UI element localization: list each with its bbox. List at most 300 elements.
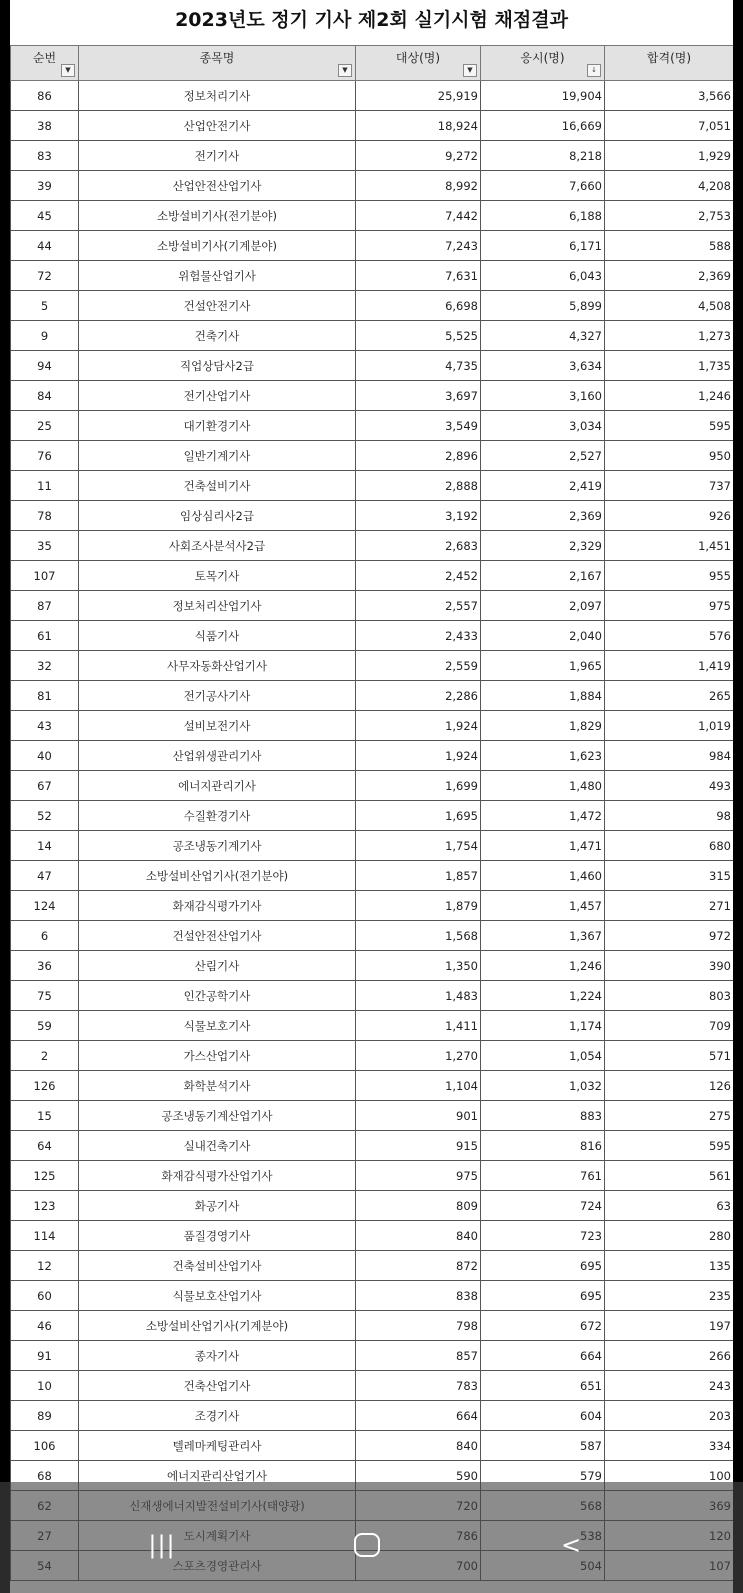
table-row[interactable] bbox=[11, 291, 734, 321]
table-row[interactable] bbox=[11, 951, 734, 981]
cell-target[interactable]: 590 bbox=[356, 1461, 481, 1491]
cell-name[interactable]: 대기환경기사 bbox=[79, 411, 356, 441]
cell-no[interactable]: 84 bbox=[11, 381, 79, 411]
cell-target[interactable]: 2,896 bbox=[356, 441, 481, 471]
cell-target[interactable]: 1,350 bbox=[356, 951, 481, 981]
cell-no[interactable]: 126 bbox=[11, 1071, 79, 1101]
table-row[interactable] bbox=[11, 1341, 734, 1371]
cell-passed[interactable]: 595 bbox=[605, 411, 734, 441]
cell-passed[interactable]: 275 bbox=[605, 1101, 734, 1131]
cell-name[interactable]: 에너지관리산업기사 bbox=[79, 1461, 356, 1491]
cell-applied[interactable]: 2,040 bbox=[481, 621, 605, 651]
table-row[interactable] bbox=[11, 531, 734, 561]
cell-no[interactable]: 40 bbox=[11, 741, 79, 771]
cell-applied[interactable]: 3,634 bbox=[481, 351, 605, 381]
cell-target[interactable]: 7,631 bbox=[356, 261, 481, 291]
cell-no[interactable]: 10 bbox=[11, 1371, 79, 1401]
cell-name[interactable]: 식품기사 bbox=[79, 621, 356, 651]
table-row[interactable] bbox=[11, 1251, 734, 1281]
cell-name[interactable]: 건설안전기사 bbox=[79, 291, 356, 321]
cell-passed[interactable]: 561 bbox=[605, 1161, 734, 1191]
cell-applied[interactable]: 1,246 bbox=[481, 951, 605, 981]
cell-name[interactable]: 화학분석기사 bbox=[79, 1071, 356, 1101]
cell-name[interactable]: 건설안전산업기사 bbox=[79, 921, 356, 951]
table-row[interactable] bbox=[11, 201, 734, 231]
cell-no[interactable]: 35 bbox=[11, 531, 79, 561]
cell-name[interactable]: 종자기사 bbox=[79, 1341, 356, 1371]
cell-passed[interactable]: 1,451 bbox=[605, 531, 734, 561]
cell-name[interactable]: 전기공사기사 bbox=[79, 681, 356, 711]
cell-name[interactable]: 토목기사 bbox=[79, 561, 356, 591]
cell-applied[interactable]: 695 bbox=[481, 1251, 605, 1281]
cell-no[interactable]: 106 bbox=[11, 1431, 79, 1461]
cell-no[interactable]: 124 bbox=[11, 891, 79, 921]
table-row[interactable] bbox=[11, 1311, 734, 1341]
cell-target[interactable]: 3,697 bbox=[356, 381, 481, 411]
cell-applied[interactable]: 2,369 bbox=[481, 501, 605, 531]
cell-no[interactable]: 44 bbox=[11, 231, 79, 261]
cell-no[interactable]: 78 bbox=[11, 501, 79, 531]
cell-no[interactable]: 47 bbox=[11, 861, 79, 891]
cell-passed[interactable]: 984 bbox=[605, 741, 734, 771]
table-row[interactable] bbox=[11, 711, 734, 741]
cell-name[interactable]: 식물보호기사 bbox=[79, 1011, 356, 1041]
cell-target[interactable]: 1,699 bbox=[356, 771, 481, 801]
cell-passed[interactable]: 1,735 bbox=[605, 351, 734, 381]
table-row[interactable] bbox=[11, 561, 734, 591]
table-row[interactable] bbox=[11, 981, 734, 1011]
cell-name[interactable]: 임상심리사2급 bbox=[79, 501, 356, 531]
cell-target[interactable]: 7,442 bbox=[356, 201, 481, 231]
cell-applied[interactable]: 1,471 bbox=[481, 831, 605, 861]
table-row[interactable] bbox=[11, 171, 734, 201]
cell-no[interactable]: 46 bbox=[11, 1311, 79, 1341]
cell-applied[interactable]: 1,367 bbox=[481, 921, 605, 951]
cell-name[interactable]: 품질경영기사 bbox=[79, 1221, 356, 1251]
cell-no[interactable]: 2 bbox=[11, 1041, 79, 1071]
cell-applied[interactable]: 4,327 bbox=[481, 321, 605, 351]
cell-name[interactable]: 위험물산업기사 bbox=[79, 261, 356, 291]
table-row[interactable] bbox=[11, 1281, 734, 1311]
table-row[interactable] bbox=[11, 81, 734, 111]
cell-passed[interactable]: 972 bbox=[605, 921, 734, 951]
cell-name[interactable]: 직업상담사2급 bbox=[79, 351, 356, 381]
cell-passed[interactable]: 709 bbox=[605, 1011, 734, 1041]
cell-name[interactable]: 산업안전산업기사 bbox=[79, 171, 356, 201]
home-icon[interactable] bbox=[353, 1532, 381, 1558]
column-header-passed[interactable] bbox=[605, 46, 734, 81]
cell-name[interactable]: 공조냉동기계산업기사 bbox=[79, 1101, 356, 1131]
cell-passed[interactable]: 1,246 bbox=[605, 381, 734, 411]
table-row[interactable] bbox=[11, 1191, 734, 1221]
cell-target[interactable]: 857 bbox=[356, 1341, 481, 1371]
cell-target[interactable]: 18,924 bbox=[356, 111, 481, 141]
sort-filter-icon[interactable]: ↓ bbox=[587, 64, 601, 77]
table-row[interactable] bbox=[11, 381, 734, 411]
cell-applied[interactable]: 695 bbox=[481, 1281, 605, 1311]
cell-passed[interactable]: 2,369 bbox=[605, 261, 734, 291]
cell-passed[interactable]: 803 bbox=[605, 981, 734, 1011]
cell-no[interactable]: 61 bbox=[11, 621, 79, 651]
table-row[interactable] bbox=[11, 1371, 734, 1401]
cell-applied[interactable]: 883 bbox=[481, 1101, 605, 1131]
cell-target[interactable]: 840 bbox=[356, 1431, 481, 1461]
results-table bbox=[10, 45, 733, 1581]
table-row[interactable] bbox=[11, 1041, 734, 1071]
cell-target[interactable]: 2,433 bbox=[356, 621, 481, 651]
cell-no[interactable]: 72 bbox=[11, 261, 79, 291]
cell-target[interactable]: 2,888 bbox=[356, 471, 481, 501]
table-row[interactable] bbox=[11, 471, 734, 501]
cell-no[interactable]: 114 bbox=[11, 1221, 79, 1251]
spreadsheet-view[interactable] bbox=[10, 0, 733, 1593]
cell-applied[interactable]: 2,097 bbox=[481, 591, 605, 621]
column-header-name[interactable] bbox=[79, 46, 356, 81]
cell-applied[interactable]: 6,043 bbox=[481, 261, 605, 291]
cell-name[interactable]: 인간공학기사 bbox=[79, 981, 356, 1011]
cell-applied[interactable]: 2,419 bbox=[481, 471, 605, 501]
dropdown-filter-icon[interactable]: ▼ bbox=[338, 64, 352, 77]
cell-name[interactable]: 건축기사 bbox=[79, 321, 356, 351]
cell-passed[interactable]: 1,019 bbox=[605, 711, 734, 741]
cell-target[interactable]: 9,272 bbox=[356, 141, 481, 171]
table-row[interactable] bbox=[11, 921, 734, 951]
cell-passed[interactable]: 100 bbox=[605, 1461, 734, 1491]
cell-no[interactable]: 75 bbox=[11, 981, 79, 1011]
cell-passed[interactable]: 98 bbox=[605, 801, 734, 831]
cell-no[interactable]: 86 bbox=[11, 81, 79, 111]
cell-target[interactable]: 872 bbox=[356, 1251, 481, 1281]
cell-name[interactable]: 식물보호산업기사 bbox=[79, 1281, 356, 1311]
cell-name[interactable]: 소방설비기사(기계분야) bbox=[79, 231, 356, 261]
cell-applied[interactable]: 5,899 bbox=[481, 291, 605, 321]
cell-target[interactable]: 25,919 bbox=[356, 81, 481, 111]
cell-no[interactable]: 36 bbox=[11, 951, 79, 981]
table-row[interactable] bbox=[11, 411, 734, 441]
table-body bbox=[11, 81, 734, 1581]
cell-applied[interactable]: 6,188 bbox=[481, 201, 605, 231]
cell-name[interactable]: 건축산업기사 bbox=[79, 1371, 356, 1401]
cell-passed[interactable]: 1,929 bbox=[605, 141, 734, 171]
cell-applied[interactable]: 1,460 bbox=[481, 861, 605, 891]
cell-name[interactable]: 소방설비산업기사(기계분야) bbox=[79, 1311, 356, 1341]
table-row[interactable] bbox=[11, 1431, 734, 1461]
cell-passed[interactable]: 595 bbox=[605, 1131, 734, 1161]
table-row[interactable] bbox=[11, 891, 734, 921]
table-row[interactable] bbox=[11, 1131, 734, 1161]
cell-no[interactable]: 12 bbox=[11, 1251, 79, 1281]
column-header-no[interactable] bbox=[11, 46, 79, 81]
cell-passed[interactable]: 203 bbox=[605, 1401, 734, 1431]
cell-target[interactable]: 4,735 bbox=[356, 351, 481, 381]
cell-applied[interactable]: 724 bbox=[481, 1191, 605, 1221]
table-row[interactable] bbox=[11, 141, 734, 171]
cell-target[interactable]: 1,411 bbox=[356, 1011, 481, 1041]
cell-passed[interactable]: 493 bbox=[605, 771, 734, 801]
cell-name[interactable]: 소방설비산업기사(전기분야) bbox=[79, 861, 356, 891]
cell-no[interactable]: 81 bbox=[11, 681, 79, 711]
cell-no[interactable]: 76 bbox=[11, 441, 79, 471]
cell-name[interactable]: 산업위생관리기사 bbox=[79, 741, 356, 771]
table-row[interactable] bbox=[11, 1401, 734, 1431]
cell-target[interactable]: 1,695 bbox=[356, 801, 481, 831]
cell-target[interactable]: 783 bbox=[356, 1371, 481, 1401]
table-row[interactable] bbox=[11, 831, 734, 861]
cell-passed[interactable]: 197 bbox=[605, 1311, 734, 1341]
cell-applied[interactable]: 2,527 bbox=[481, 441, 605, 471]
table-row[interactable] bbox=[11, 771, 734, 801]
cell-target[interactable]: 809 bbox=[356, 1191, 481, 1221]
cell-applied[interactable]: 3,034 bbox=[481, 411, 605, 441]
dropdown-filter-icon[interactable]: ▼ bbox=[61, 64, 75, 77]
cell-applied[interactable]: 579 bbox=[481, 1461, 605, 1491]
cell-name[interactable]: 사무자동화산업기사 bbox=[79, 651, 356, 681]
table-row[interactable] bbox=[11, 651, 734, 681]
table-row[interactable] bbox=[11, 111, 734, 141]
recent-apps-icon[interactable]: ||| bbox=[148, 1531, 176, 1559]
table-row[interactable] bbox=[11, 321, 734, 351]
cell-name[interactable]: 수질환경기사 bbox=[79, 801, 356, 831]
cell-passed[interactable]: 737 bbox=[605, 471, 734, 501]
cell-no[interactable]: 67 bbox=[11, 771, 79, 801]
cell-no[interactable]: 107 bbox=[11, 561, 79, 591]
cell-name[interactable]: 화공기사 bbox=[79, 1191, 356, 1221]
table-row[interactable] bbox=[11, 1101, 734, 1131]
header-row bbox=[11, 46, 734, 81]
cell-target[interactable]: 915 bbox=[356, 1131, 481, 1161]
cell-name[interactable]: 정보처리기사 bbox=[79, 81, 356, 111]
cell-no[interactable]: 9 bbox=[11, 321, 79, 351]
cell-no[interactable]: 5 bbox=[11, 291, 79, 321]
cell-passed[interactable]: 4,508 bbox=[605, 291, 734, 321]
cell-target[interactable]: 901 bbox=[356, 1101, 481, 1131]
cell-passed[interactable]: 4,208 bbox=[605, 171, 734, 201]
cell-passed[interactable]: 126 bbox=[605, 1071, 734, 1101]
cell-applied[interactable]: 8,218 bbox=[481, 141, 605, 171]
cell-applied[interactable]: 723 bbox=[481, 1221, 605, 1251]
cell-passed[interactable]: 135 bbox=[605, 1251, 734, 1281]
cell-passed[interactable]: 576 bbox=[605, 621, 734, 651]
column-header-label: 합격(명) bbox=[646, 51, 692, 65]
cell-applied[interactable]: 664 bbox=[481, 1341, 605, 1371]
cell-applied[interactable]: 761 bbox=[481, 1161, 605, 1191]
cell-target[interactable]: 1,270 bbox=[356, 1041, 481, 1071]
cell-target[interactable]: 1,879 bbox=[356, 891, 481, 921]
cell-passed[interactable]: 315 bbox=[605, 861, 734, 891]
sheet-title: 2023년도 정기 기사 제2회 실기시험 채점결과 bbox=[175, 9, 568, 31]
cell-passed[interactable]: 1,273 bbox=[605, 321, 734, 351]
cell-applied[interactable]: 1,457 bbox=[481, 891, 605, 921]
cell-name[interactable]: 일반기계기사 bbox=[79, 441, 356, 471]
cell-applied[interactable]: 816 bbox=[481, 1131, 605, 1161]
cell-passed[interactable]: 334 bbox=[605, 1431, 734, 1461]
table-row[interactable] bbox=[11, 351, 734, 381]
cell-no[interactable]: 87 bbox=[11, 591, 79, 621]
back-icon[interactable]: < bbox=[560, 1531, 582, 1559]
cell-passed[interactable]: 680 bbox=[605, 831, 734, 861]
cell-name[interactable]: 산림기사 bbox=[79, 951, 356, 981]
cell-passed[interactable]: 265 bbox=[605, 681, 734, 711]
cell-no[interactable]: 32 bbox=[11, 651, 79, 681]
cell-no[interactable]: 64 bbox=[11, 1131, 79, 1161]
cell-applied[interactable]: 1,965 bbox=[481, 651, 605, 681]
cell-target[interactable]: 1,924 bbox=[356, 711, 481, 741]
cell-passed[interactable]: 2,753 bbox=[605, 201, 734, 231]
cell-name[interactable]: 에너지관리기사 bbox=[79, 771, 356, 801]
cell-applied[interactable]: 16,669 bbox=[481, 111, 605, 141]
cell-passed[interactable]: 571 bbox=[605, 1041, 734, 1071]
cell-target[interactable]: 2,286 bbox=[356, 681, 481, 711]
cell-applied[interactable]: 1,623 bbox=[481, 741, 605, 771]
cell-name[interactable]: 정보처리산업기사 bbox=[79, 591, 356, 621]
table-row[interactable] bbox=[11, 261, 734, 291]
cell-target[interactable]: 2,683 bbox=[356, 531, 481, 561]
cell-name[interactable]: 화재감식평가산업기사 bbox=[79, 1161, 356, 1191]
cell-target[interactable]: 3,192 bbox=[356, 501, 481, 531]
cell-target[interactable]: 1,568 bbox=[356, 921, 481, 951]
cell-target[interactable]: 2,452 bbox=[356, 561, 481, 591]
cell-passed[interactable]: 926 bbox=[605, 501, 734, 531]
table-row[interactable] bbox=[11, 1011, 734, 1041]
cell-target[interactable]: 1,857 bbox=[356, 861, 481, 891]
cell-applied[interactable]: 604 bbox=[481, 1401, 605, 1431]
cell-no[interactable]: 45 bbox=[11, 201, 79, 231]
cell-applied[interactable]: 2,167 bbox=[481, 561, 605, 591]
cell-applied[interactable]: 672 bbox=[481, 1311, 605, 1341]
cell-target[interactable]: 3,549 bbox=[356, 411, 481, 441]
cell-passed[interactable]: 280 bbox=[605, 1221, 734, 1251]
cell-applied[interactable]: 1,829 bbox=[481, 711, 605, 741]
cell-target[interactable]: 2,559 bbox=[356, 651, 481, 681]
cell-target[interactable]: 664 bbox=[356, 1401, 481, 1431]
cell-no[interactable]: 6 bbox=[11, 921, 79, 951]
cell-passed[interactable]: 271 bbox=[605, 891, 734, 921]
cell-applied[interactable]: 651 bbox=[481, 1371, 605, 1401]
table-row[interactable] bbox=[11, 1221, 734, 1251]
column-header-applied[interactable] bbox=[481, 46, 605, 81]
cell-name[interactable]: 가스산업기사 bbox=[79, 1041, 356, 1071]
cell-applied[interactable]: 1,472 bbox=[481, 801, 605, 831]
cell-no[interactable]: 25 bbox=[11, 411, 79, 441]
cell-no[interactable]: 125 bbox=[11, 1161, 79, 1191]
cell-passed[interactable]: 235 bbox=[605, 1281, 734, 1311]
cell-applied[interactable]: 1,884 bbox=[481, 681, 605, 711]
cell-no[interactable]: 39 bbox=[11, 171, 79, 201]
dropdown-filter-icon[interactable]: ▼ bbox=[463, 64, 477, 77]
cell-target[interactable]: 1,754 bbox=[356, 831, 481, 861]
cell-passed[interactable]: 950 bbox=[605, 441, 734, 471]
cell-target[interactable]: 838 bbox=[356, 1281, 481, 1311]
cell-no[interactable]: 52 bbox=[11, 801, 79, 831]
cell-target[interactable]: 1,483 bbox=[356, 981, 481, 1011]
table-row[interactable] bbox=[11, 621, 734, 651]
cell-passed[interactable]: 63 bbox=[605, 1191, 734, 1221]
cell-name[interactable]: 실내건축기사 bbox=[79, 1131, 356, 1161]
cell-target[interactable]: 975 bbox=[356, 1161, 481, 1191]
cell-no[interactable]: 91 bbox=[11, 1341, 79, 1371]
cell-no[interactable]: 59 bbox=[11, 1011, 79, 1041]
cell-applied[interactable]: 7,660 bbox=[481, 171, 605, 201]
column-header-target[interactable] bbox=[356, 46, 481, 81]
cell-target[interactable]: 5,525 bbox=[356, 321, 481, 351]
cell-no[interactable]: 11 bbox=[11, 471, 79, 501]
cell-no[interactable]: 68 bbox=[11, 1461, 79, 1491]
cell-name[interactable]: 전기기사 bbox=[79, 141, 356, 171]
cell-name[interactable]: 산업안전기사 bbox=[79, 111, 356, 141]
cell-no[interactable]: 15 bbox=[11, 1101, 79, 1131]
cell-target[interactable]: 1,104 bbox=[356, 1071, 481, 1101]
cell-target[interactable]: 7,243 bbox=[356, 231, 481, 261]
table-row[interactable] bbox=[11, 1071, 734, 1101]
cell-passed[interactable]: 7,051 bbox=[605, 111, 734, 141]
cell-passed[interactable]: 390 bbox=[605, 951, 734, 981]
cell-no[interactable]: 94 bbox=[11, 351, 79, 381]
cell-no[interactable]: 38 bbox=[11, 111, 79, 141]
table-row[interactable] bbox=[11, 801, 734, 831]
table-row[interactable] bbox=[11, 741, 734, 771]
table-row[interactable] bbox=[11, 231, 734, 261]
cell-no[interactable]: 83 bbox=[11, 141, 79, 171]
cell-target[interactable]: 798 bbox=[356, 1311, 481, 1341]
cell-name[interactable]: 소방설비기사(전기분야) bbox=[79, 201, 356, 231]
cell-name[interactable]: 화재감식평가기사 bbox=[79, 891, 356, 921]
cell-passed[interactable]: 266 bbox=[605, 1341, 734, 1371]
cell-passed[interactable]: 975 bbox=[605, 591, 734, 621]
cell-applied[interactable]: 2,329 bbox=[481, 531, 605, 561]
cell-passed[interactable]: 1,419 bbox=[605, 651, 734, 681]
cell-target[interactable]: 6,698 bbox=[356, 291, 481, 321]
cell-applied[interactable]: 19,904 bbox=[481, 81, 605, 111]
cell-name[interactable]: 사회조사분석사2급 bbox=[79, 531, 356, 561]
cell-name[interactable]: 공조냉동기계기사 bbox=[79, 831, 356, 861]
cell-target[interactable]: 2,557 bbox=[356, 591, 481, 621]
cell-name[interactable]: 건축설비산업기사 bbox=[79, 1251, 356, 1281]
cell-no[interactable]: 43 bbox=[11, 711, 79, 741]
cell-applied[interactable]: 587 bbox=[481, 1431, 605, 1461]
cell-no[interactable]: 123 bbox=[11, 1191, 79, 1221]
cell-no[interactable]: 89 bbox=[11, 1401, 79, 1431]
cell-name[interactable]: 전기산업기사 bbox=[79, 381, 356, 411]
cell-name[interactable]: 텔레마케팅관리사 bbox=[79, 1431, 356, 1461]
cell-target[interactable]: 1,924 bbox=[356, 741, 481, 771]
column-header-label: 응시(명) bbox=[520, 51, 565, 65]
cell-passed[interactable]: 955 bbox=[605, 561, 734, 591]
cell-name[interactable]: 건축설비기사 bbox=[79, 471, 356, 501]
cell-passed[interactable]: 588 bbox=[605, 231, 734, 261]
table-row[interactable] bbox=[11, 591, 734, 621]
cell-no[interactable]: 14 bbox=[11, 831, 79, 861]
table-row[interactable] bbox=[11, 681, 734, 711]
cell-applied[interactable]: 1,224 bbox=[481, 981, 605, 1011]
cell-target[interactable]: 8,992 bbox=[356, 171, 481, 201]
cell-applied[interactable]: 1,054 bbox=[481, 1041, 605, 1071]
cell-applied[interactable]: 6,171 bbox=[481, 231, 605, 261]
cell-target[interactable]: 840 bbox=[356, 1221, 481, 1251]
cell-applied[interactable]: 1,480 bbox=[481, 771, 605, 801]
cell-name[interactable]: 조경기사 bbox=[79, 1401, 356, 1431]
table-row[interactable] bbox=[11, 501, 734, 531]
cell-name[interactable]: 설비보전기사 bbox=[79, 711, 356, 741]
table-row[interactable] bbox=[11, 441, 734, 471]
cell-no[interactable]: 60 bbox=[11, 1281, 79, 1311]
cell-passed[interactable]: 243 bbox=[605, 1371, 734, 1401]
cell-applied[interactable]: 1,174 bbox=[481, 1011, 605, 1041]
table-row[interactable] bbox=[11, 1161, 734, 1191]
cell-applied[interactable]: 3,160 bbox=[481, 381, 605, 411]
cell-passed[interactable]: 3,566 bbox=[605, 81, 734, 111]
cell-applied[interactable]: 1,032 bbox=[481, 1071, 605, 1101]
table-row[interactable] bbox=[11, 861, 734, 891]
